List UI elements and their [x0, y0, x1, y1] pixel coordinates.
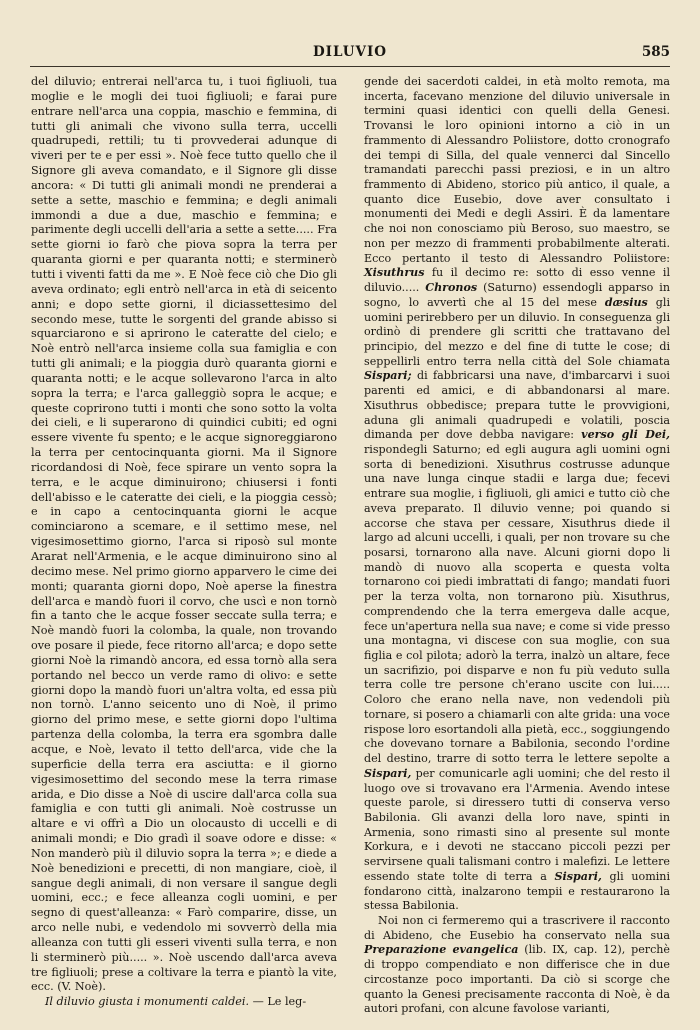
emphasis-sispari: Sispari, — [364, 766, 412, 780]
abideno-paragraph — [364, 914, 670, 1017]
left-paragraph-text: del diluvio; entrerai nell'arca tu, i tuoi figliuoli, tua moglie e le mogli dei tuoi figliuoli; e farai pure entrare nell'arca una coppia, maschio e femmina, di tutti gli animali che vivono sulla terra, uccelli quadrupedi, rettili; tu ti provvederai adunque di viveri per te e per essi ». Noè fece tutto quello che il Signore gli aveva comandato, e il Signore gli disse ancora: « Di tutti gli animali mondi ne prenderai a sette a sette, maschio e femmina; e degli animali immondi a due a due, maschio e femmina; e parimente degli uccelli dell'aria a sette a sette..... Fra sette giorni io farò che piova sopra la terra per quaranta giorni e per quaranta notti; e sterminerò tutti i viventi fatti da me ». E Noè fece ciò che Dio gli aveva ordinato; egli entrò nell'arca in età di seicento anni; e dopo sette giorni, il diciassettesimo del secondo mese, tutte le sorgenti del grande abisso si squarciarono e si aprirono le cateratte del cielo; e Noè entrò nell'arca insieme colla sua famiglia e con tutti gli animali; e la pioggia durò quaranta giorni e quaranta notti; e le acque sollevarono l'arca in alto sopra la terra; e l'arca galleggiò sopra le acque; e queste coprirono tutti i monti che sono sotto la volta dei cieli, e li superarono di quindici cubiti; ed ogni essere vivente fu spento; e le acque signoreggiarono la terra per centocinquanta giorni. Ma il Signore ricordandosi di Noè, fece spirare un vento sopra la terra, e le acque diminuirono; chiusersi i fonti dell'abisso e le cateratte dei cieli, e la pioggia cessò; e in capo a centocinquanta giorni le acque cominciarono a scemare, e il settimo mese, nel vigesimosettimo giorno, l'arca si riposò sul monte Ararat nell'Armenia, e le acque diminuirono sino al decimo mese. Nel primo giorno apparvero le cime dei monti; quaranta giorni dopo, Noè aperse la finestra dell'arca e mandò fuori il corvo, che uscì e non tornò fin a tanto che le acque fosser seccate sulla terra; e Noè mandò fuori la colomba, la quale, non trovando ove posare il piede, fece ritorno all'arca; e dopo sette giorni Noè la rimandò ancora, ed essa tornò alla sera portando nel becco un verde ramo di olivo: e sette giorni dopo la mandò fuori un'altra volta, ed essa più non tornò. L'anno seicento uno di Noè, il primo giorno del primo mese, e sette giorni dopo l'ultima partenza della colomba, la terra era sgombra dalle acque, e Noè, levato il tetto dell'arca, vide che la superficie della terra era asciutta: e il giorno vigesimosettimo del secondo mese la terra rimase arida, e Dio disse a Noè di uscire dall'arca colla sua famiglia e con tutti gli animali. Noè costrusse un altare e vi offrì a Dio un olocausto di uccelli e di animali mondi; e Dio gradì il soave odore e disse: « Non manderò più il diluvio sopra la terra »; e diede a Noè benedizioni e precetti, di non mangiare, cioè, il sangue degli animali, di non versare il sangue degli uomini, ecc.; e fece alleanza cogli uomini, e per segno di quest'alleanza: « Farò comparire, disse, un arco nelle nubi, e vedendolo mi sovverrò della mia alleanza con tutti gli esseri viventi sulla terra, e non li sterminerò più..... ». Noè uscendo dall'arca aveva tre figliuoli; prese a coltivare la terra e piantò la vite, ecc. (V. Noè). — [31, 75, 337, 994]
emphasis-sispari: Sispari; — [364, 369, 412, 383]
paragraph-text: per comunicarle agli uomini; che del resto il luogo ove si trovavano era l'Armenia. Avendo intese queste parole, si diressero tutti di conserva verso Babilonia. Gli avanzi della loro nave, spinti in Armenia, sono rimasti sino al presente sul monte Korkura, e i devoti ne staccano piccoli pezzi per servirsene quali talismani contro i malefizi. Le lettere essendo state tolte di terra a — [364, 766, 670, 883]
paragraph-text: gli uomini perirebbero per un diluvio. In conseguenza gli ordinò di prendere gli scritti che trattavano del principio, del mezzo e del fine di tutte le cose; di seppellirli entro terra nella città del Sole chiamata — [364, 295, 670, 368]
header-rule — [30, 66, 670, 67]
emphasis-chronos: Chronos — [425, 281, 478, 295]
paragraph-text: Noi non ci fermeremo qui a trascrivere il racconto di Abideno, che Eusebio ha conservato nella sua — [364, 913, 670, 942]
paragraph-text: di fabbricarsi una nave, d'imbarcarvi i suoi parenti ed amici, e di abbandonarsi al mare. Xisuthrus obbedisce; prepara tutte le provvigioni, aduna gli animali quadrupedi e volatili, poscia dimanda per dove debba navigare: — [364, 369, 670, 442]
noah-flood-paragraph — [31, 75, 337, 995]
section-continuation: — Le leg- — [249, 995, 307, 1009]
page-header — [30, 44, 670, 66]
section-heading-chaldean: Il diluvio giusta i monumenti caldei. — [45, 995, 250, 1009]
emphasis-xisuthrus: Xisuthrus — [364, 266, 425, 280]
emphasis-verso-gli-dei: verso gli Dei, — [581, 428, 670, 442]
emphasis-daesius: dæsius — [604, 295, 648, 309]
emphasis-sispari: Sispari, — [554, 869, 602, 883]
paragraph-text: gli uomini fondarono città, inalzarono tempii e restaurarono la stessa Babilonia. — [364, 869, 670, 913]
chaldean-paragraph — [364, 75, 670, 914]
page-number: 585 — [641, 44, 670, 60]
running-title: DILUVIO — [312, 44, 388, 60]
emphasis-preparazione: Preparazione evangelica — [364, 943, 519, 957]
paragraph-text: rispondegli Saturno; ed egli augura agli uomini ogni sorta di benedizioni. Xisuthrus costrusse adunque una nave lunga cinque stadii e larga due; fecevi entrare sua moglie, i figliuoli, gli amici e tutto ciò che aveva preparato. Il diluvio venne; poi quando si accorse che stava per cessare, Xisuthrus diede il largo ad alcuni uccelli, i quali, per non trovare su che posarsi, tornarono alla nave. Alcuni giorni dopo li mandò di nuovo alla scoperta e questa volta tornarono coi piedi imbrattati di fango; mandati fuori per la terza volta, non tornarono più. Xisuthrus, comprendendo che la terra emergeva dalle acque, fece un'apertura nella sua nave; e come si vide presso una montagna, vi discese con sua moglie, con sua figlia e col pilota; adorò la terra, inalzò un altare, fece un sacrifizio, poi disparve e non fu più veduto sulla terra colle tre persone ch'erano uscite con lui..... Coloro che erano nella nave, non vedendoli più tornare, si posero a chiamarli con alte grida: una voce rispose loro esortandoli alla pietà, ecc., soggiungendo che dovevano tornare a Babilonia, secondo l'ordine del destino, trarre di sotto terra le lettere sepolte a — [364, 442, 670, 766]
left-column — [31, 75, 337, 1010]
paragraph-text: fu il decimo re: sotto di esso venne il diluvio..... — [364, 266, 670, 295]
right-column — [364, 75, 670, 1017]
paragraph-text: (Saturno) essendogli apparso in sogno, lo avvertì che al 15 del mese — [364, 281, 670, 309]
paragraph-text: gende dei sacerdoti caldei, in età molto remota, ma incerta, facevano menzione del diluvio universale in termini quasi identici con quelli della Genesi. Trovansi le loro opinioni intorno a ciò in un frammento di Alessandro Poliistore, dotto cronografo dei tempi di Silla, del quale vennerci dal Sincello tramandati parecchi passi preziosi, e in un altro frammento di Abideno, storico più antico, il quale, a quanto dice Eusebio, dove aver consultato i monumenti dei Medi e degli Assiri. È da lamentare che noi non conosciamo più Beroso, suo maestro, se non per mezzo di frammenti probabilmente alterati. Ecco pertanto il testo di Alessandro Poliistore: — [364, 75, 670, 265]
paragraph-text: (lib. IX, cap. 12), perchè di troppo compendiato e non differisce che in due circostanze poco importanti. Da ciò si scorge che quanto la Genesi precisamente racconta di Noè, è da autori profani, con alcune favolose varianti, — [364, 943, 670, 1016]
chaldean-section-start — [31, 995, 337, 1010]
